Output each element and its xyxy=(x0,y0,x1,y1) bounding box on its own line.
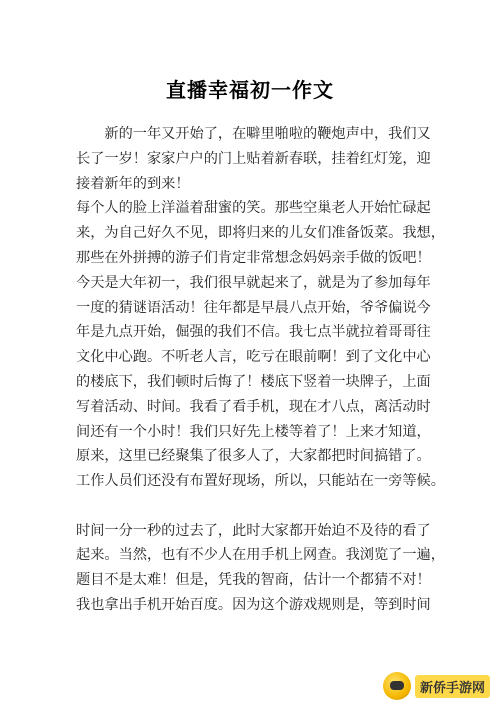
essay-line: 新的一年又开始了，在噼里啪啦的鞭炮声中，我们又 xyxy=(76,126,431,142)
page-title: 直播幸福初一作文 xyxy=(166,78,334,102)
essay-line: 一度的猜谜语活动！往年都是早晨八点开始，爷爷偏说今 xyxy=(76,299,431,316)
watermark-text: 新侨手游网 xyxy=(415,675,490,698)
essay-line: 题目不是太难！但是，凭我的智商，估计一个都猜不对！ xyxy=(76,572,431,589)
essay-line: 长了一岁！家家户户的门上贴着新春联，挂着红灯笼，迎 xyxy=(76,150,431,167)
essay-line: 写着活动、时间。我看了看手机，现在才八点，离活动时 xyxy=(76,398,431,415)
essay-line: 每个人的脸上洋溢着甜蜜的笑。那些空巢老人开始忙碌起 xyxy=(76,200,431,217)
site-watermark xyxy=(383,672,490,700)
essay-line: 起来。当然，也有不少人在用手机上网查。我浏览了一遍， xyxy=(76,547,445,564)
essay-line: 那些在外拼搏的游子们肯定非常想念妈妈亲手做的饭吧！ xyxy=(76,249,431,266)
essay-line: 原来，这里已经聚集了很多人了，大家都把时间搞错了。 xyxy=(76,448,431,465)
essay-line: 年是九点开始，倔强的我们不信。我七点半就拉着哥哥往 xyxy=(76,324,431,341)
essay-body xyxy=(76,122,445,618)
essay-line: 文化中心跑。不听老人言，吃亏在眼前啊！到了文化中心 xyxy=(76,349,431,366)
essay-line: 的楼底下，我们顿时后悔了！楼底下竖着一块牌子，上面 xyxy=(76,373,431,390)
essay-line: 我也拿出手机开始百度。因为这个游戏规则是，等到时间 xyxy=(76,596,431,613)
essay-line: 今天是大年初一，我们很早就起来了，就是为了参加每年 xyxy=(76,274,431,291)
essay-line: 接着新年的到来！ xyxy=(76,175,190,192)
paragraph-gap xyxy=(76,494,436,519)
mascot-icon xyxy=(383,672,411,700)
essay-line: 来，为自己好久不见，即将归来的儿女们准备饭菜。我想， xyxy=(76,225,445,242)
essay-line: 时间一分一秒的过去了，此时大家都开始迫不及待的看了 xyxy=(76,522,431,539)
essay-line: 间还有一个小时！我们只好先上楼等着了！上来才知道， xyxy=(76,423,431,440)
essay-line: 工作人员们还没有布置好现场，所以，只能站在一旁等候。 xyxy=(76,473,445,490)
